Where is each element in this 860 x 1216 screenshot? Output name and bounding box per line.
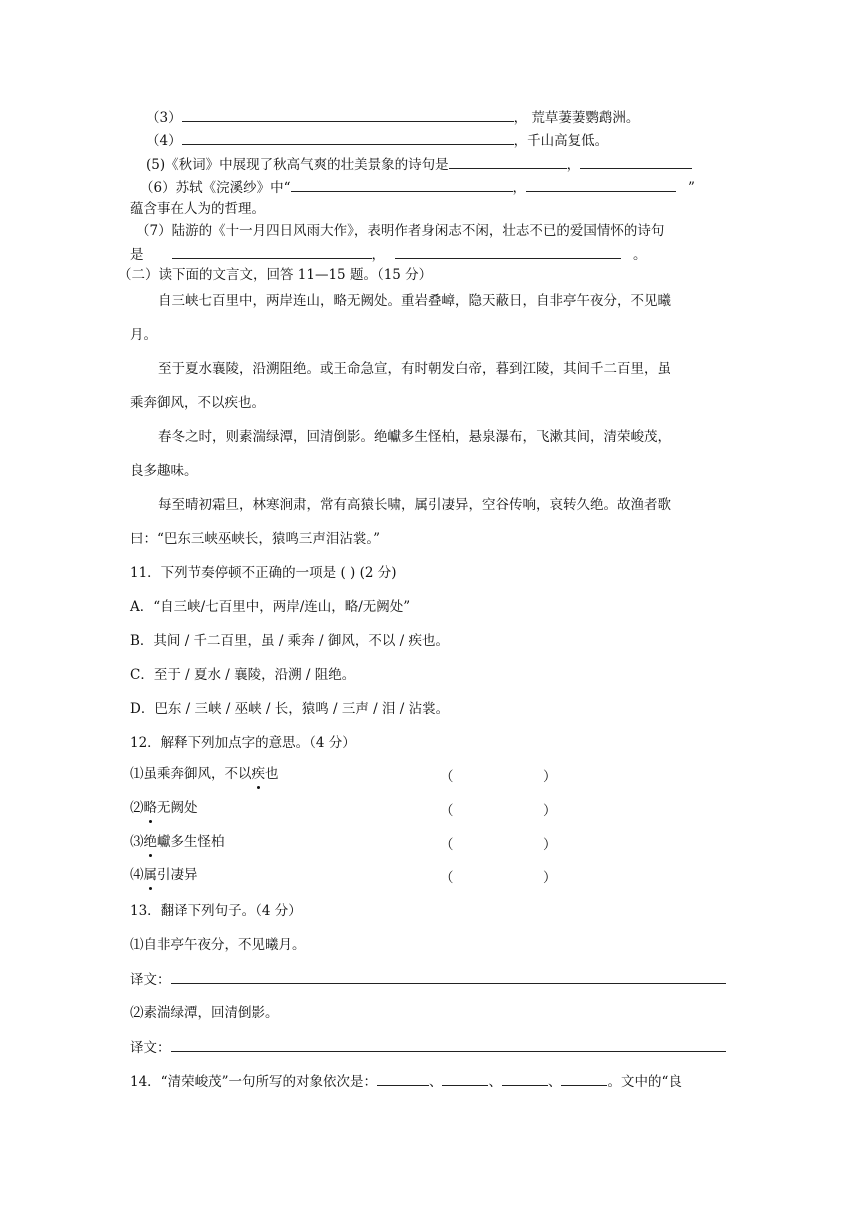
passage-line: 曰：“巴东三峡巫峡长，猿鸣三声泪沾裳。”	[130, 531, 381, 547]
q13-stem: 13．翻译下列句子。（4 分）	[130, 903, 302, 919]
answer-paren-close: ）	[543, 870, 557, 886]
q12-item-4: ⑷属引凄异	[130, 867, 198, 883]
blank[interactable]	[395, 245, 621, 259]
poem-q7: （7）陆游的《十一月四日风雨大作》，表明作者身闲志不闲，壮志不已的爱国情怀的诗句	[136, 223, 665, 239]
passage-line: 春冬之时，则素湍绿潭，回清倒影。绝巘多生怪柏，悬泉瀑布，飞漱其间，清荣峻茂，	[158, 429, 671, 445]
translation-blank[interactable]	[171, 1038, 726, 1052]
translation-line-2: 译文：	[130, 1038, 726, 1057]
q12-item-3: ⑶绝巘多生怪柏	[130, 834, 225, 850]
answer-paren-close: ）	[543, 769, 557, 785]
passage-line: 自三峡七百里中，两岸连山，略无阙处。重岩叠嶂，隐天蔽日，自非亭午夜分，不见曦	[158, 293, 671, 309]
poem-q7-line2: 是 ， 。	[130, 247, 647, 263]
blank[interactable]	[526, 178, 676, 192]
q12-item-2: ⑵略无阙处	[130, 800, 198, 816]
passage-line: 良多趣味。	[130, 463, 198, 479]
blank[interactable]	[182, 131, 514, 145]
answer-paren-open: （	[440, 769, 454, 785]
blank[interactable]	[449, 155, 567, 169]
q13-sentence-1: ⑴自非亭午夜分，不见曦月。	[130, 937, 306, 953]
q13-sentence-2: ⑵素湍绿潭，回清倒影。	[130, 1005, 279, 1021]
section-heading: （二）读下面的文言文，回答 11—15 题。（15 分）	[118, 267, 433, 283]
blank[interactable]	[561, 1072, 607, 1086]
translation-blank[interactable]	[171, 970, 726, 984]
blank[interactable]	[377, 1072, 429, 1086]
blank[interactable]	[172, 245, 372, 259]
poem-q6: （6）苏轼《浣溪纱》中“ ， ”	[140, 180, 695, 196]
poem-q4: （4） ，千山高复低。	[146, 133, 609, 149]
q11-option-d[interactable]: D．巴东 / 三峡 / 巫峡 / 长，猿鸣 / 三声 / 泪 / 沾裳。	[130, 701, 450, 717]
poem-q3: （3） ， 荒草萋萋鹦鹉洲。	[146, 110, 640, 126]
blank[interactable]	[182, 108, 514, 122]
passage-line: 每至晴初霜旦，林寒涧肃，常有高猿长啸，属引凄异，空谷传响，哀转久绝。故渔者歌	[158, 497, 671, 513]
q12-stem: 12．解释下列加点字的意思。（4 分）	[130, 735, 356, 751]
passage-line: 月。	[130, 327, 157, 343]
q11-option-a[interactable]: A．“自三峡/七百里中，两岸/连山，略/无阙处”	[130, 599, 411, 615]
answer-paren-close: ）	[543, 803, 557, 819]
passage-line: 至于夏水襄陵，沿溯阻绝。或王命急宣，有时朝发白帝，暮到江陵，其间千二百里，虽	[158, 361, 671, 377]
blank[interactable]	[502, 1072, 548, 1086]
q14-stem: 14．“清荣峻茂”一句所写的对象依次是： 、 、 、 。文中的“良	[130, 1074, 682, 1090]
q11-option-b[interactable]: B．其间 / 千二百里，虽 / 乘奔 / 御风，不以 / 疾也。	[130, 633, 449, 649]
blank[interactable]	[580, 155, 692, 169]
q11-stem: 11．下列节奏停顿不正确的一项是 ( ) (2 分)	[130, 565, 397, 581]
translation-line-1: 译文：	[130, 970, 726, 989]
answer-paren-open: （	[440, 870, 454, 886]
dotted-char: 疾	[251, 766, 265, 782]
blank[interactable]	[291, 178, 513, 192]
blank[interactable]	[442, 1072, 488, 1086]
q11-option-c[interactable]: C．至于 / 夏水 / 襄陵，沿溯 / 阻绝。	[130, 667, 356, 683]
answer-paren-open: （	[440, 837, 454, 853]
answer-paren-close: ）	[543, 837, 557, 853]
passage-line: 乘奔御风，不以疾也。	[130, 395, 265, 411]
q12-item-1: ⑴虽乘奔御风，不以疾也	[130, 766, 279, 782]
poem-q5: (5)《秋词》中展现了秋高气爽的壮美景象的诗句是 ，	[146, 155, 692, 174]
answer-paren-open: （	[440, 803, 454, 819]
poem-q6-line2: 蕴含事在人为的哲理。	[130, 201, 265, 217]
